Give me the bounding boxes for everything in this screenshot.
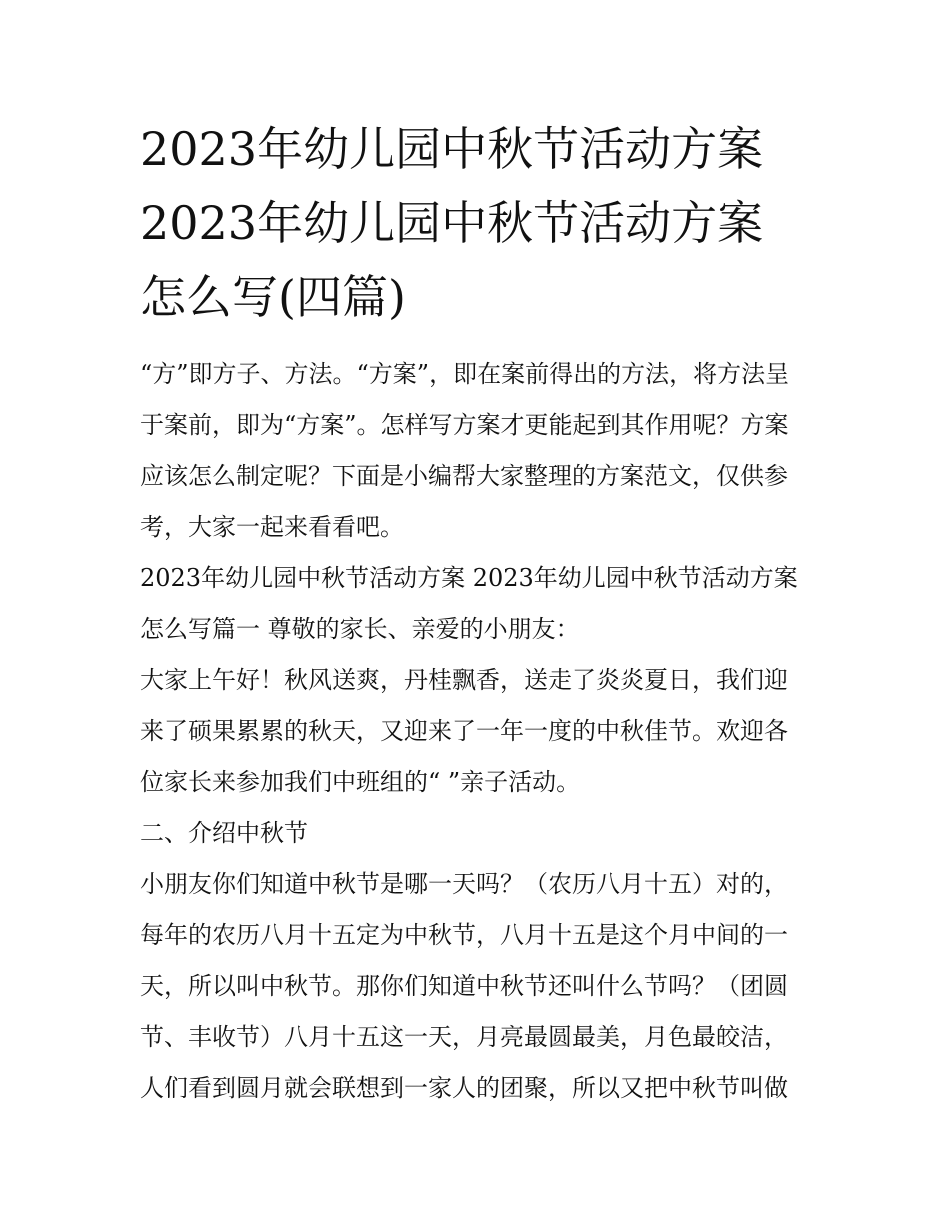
document-page [140,0,820,1229]
paragraph-line: 人们看到圆月就会联想到一家人的团聚，所以又把中秋节叫做 [140,1074,788,1102]
paragraph-line: 考，大家一起来看看吧。 [140,513,404,541]
subheading-paragraph [140,808,820,859]
paragraph-line: 来了硕果累累的秋天，又迎来了一年一度的中秋佳节。欢迎各 [140,717,788,745]
title-line-2: 2023年幼儿园中秋节活动方案 [140,196,764,250]
paragraph-line: 大家上午好！秋风送爽，丹桂飘香，送走了炎炎夏日，我们迎 [140,666,788,694]
paragraph-line: 怎么写篇一 尊敬的家长、亲爱的小朋友： [140,615,580,643]
section-heading-paragraph [140,553,820,655]
paragraph-line: 2023年幼儿园中秋节活动方案 2023年幼儿园中秋节活动方案 [140,564,798,592]
document-body [140,349,820,1114]
paragraph-line: 天，所以叫中秋节。那你们知道中秋节还叫什么节吗？（团圆 [140,972,788,1000]
title-line-3: 怎么写(四篇) [140,270,406,324]
paragraph-line: 每年的农历八月十五定为中秋节，八月十五是这个月中间的一 [140,921,788,949]
mid-autumn-intro-paragraph [140,859,820,1114]
paragraph-line: 位家长来参加我们中班组的“ ”亲子活动。 [140,768,581,796]
document-title [140,112,820,334]
paragraph-line: 应该怎么制定呢？下面是小编帮大家整理的方案范文，仅供参 [140,462,788,490]
intro-paragraph [140,349,820,553]
greeting-paragraph [140,655,820,808]
paragraph-line: 二、介绍中秋节 [140,819,308,847]
paragraph-line: 节、丰收节）八月十五这一天，月亮最圆最美，月色最皎洁， [140,1023,788,1051]
paragraph-line: 于案前，即为“方案”。怎样写方案才更能起到其作用呢？方案 [140,411,789,439]
paragraph-line: 小朋友你们知道中秋节是哪一天吗？（农历八月十五）对的， [140,870,788,898]
title-line-1: 2023年幼儿园中秋节活动方案 [140,122,764,176]
paragraph-line: “方”即方子、方法。“方案”，即在案前得出的方法，将方法呈 [140,360,790,388]
